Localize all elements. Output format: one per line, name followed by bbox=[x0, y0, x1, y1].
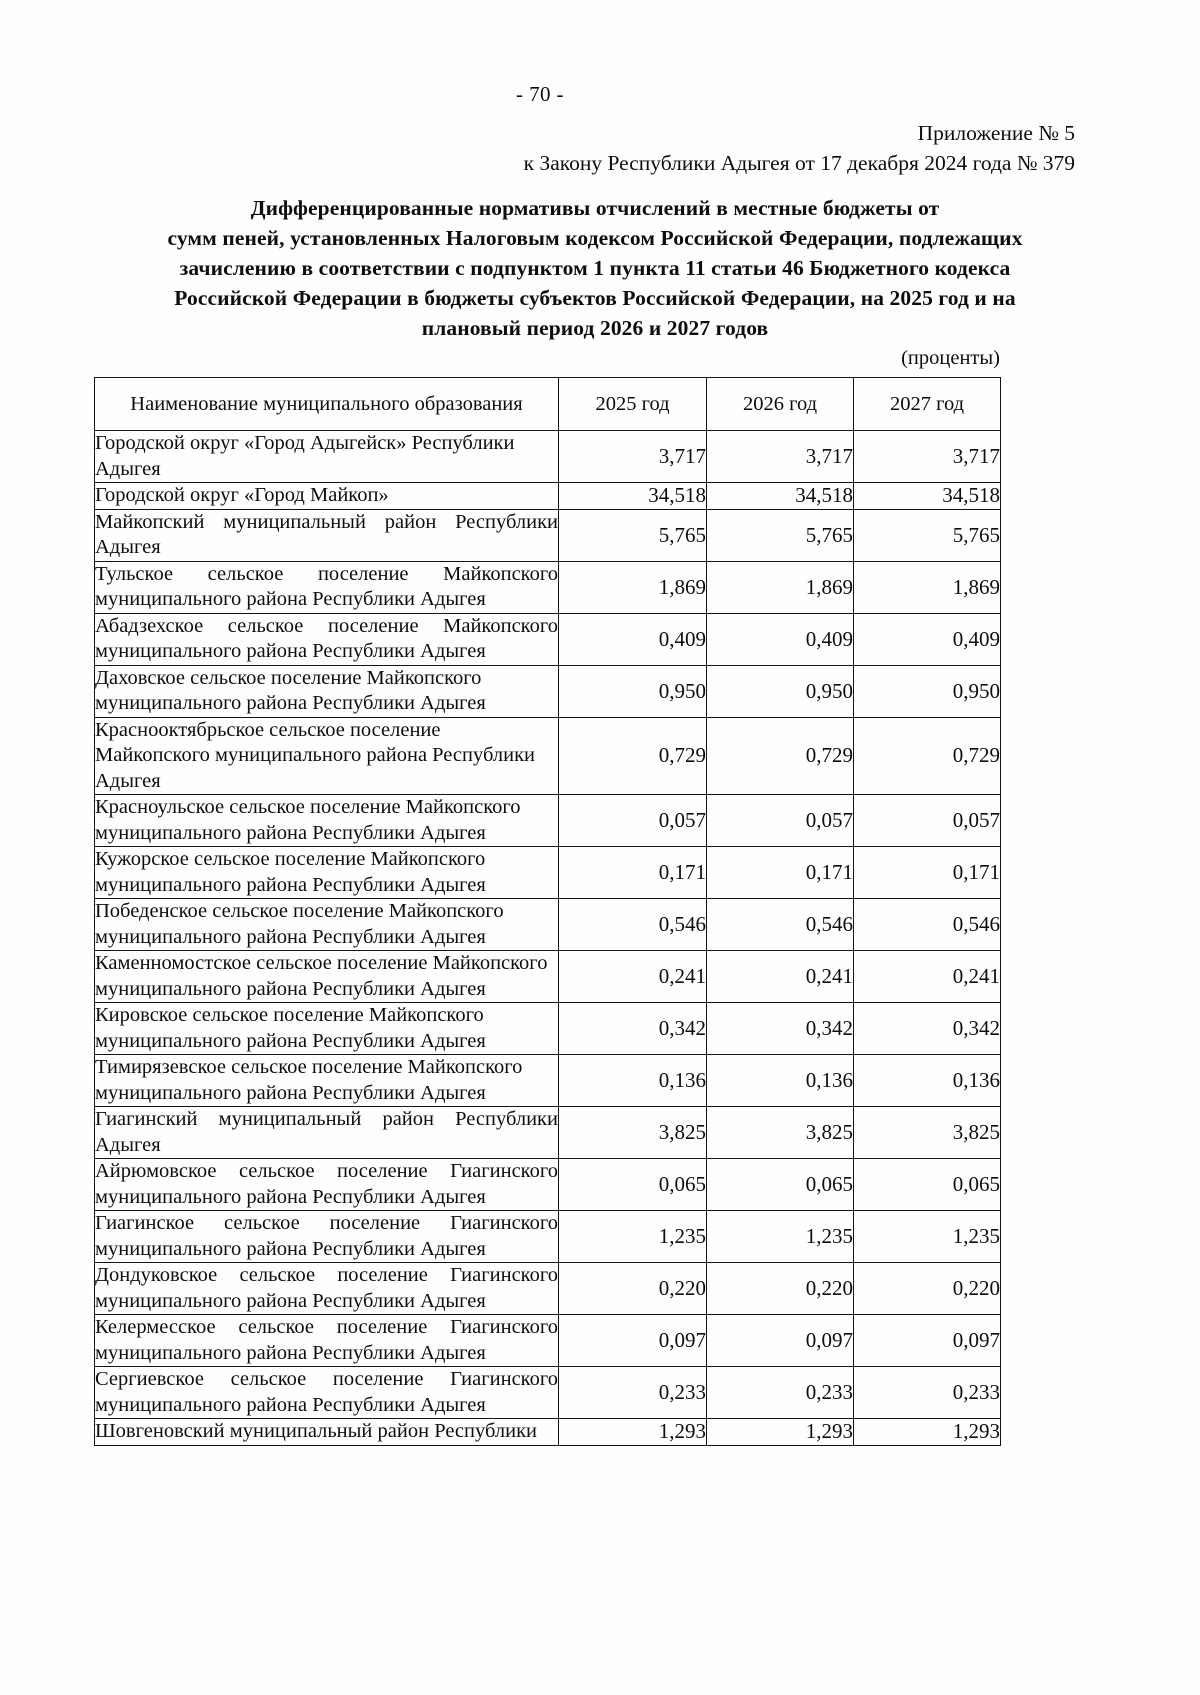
value-cell-2026: 1,869 bbox=[707, 561, 854, 613]
value-cell-2026: 0,065 bbox=[707, 1159, 854, 1211]
value-cell-2026: 0,233 bbox=[707, 1367, 854, 1419]
table-row bbox=[95, 1419, 1001, 1446]
municipality-name-line: Адыгея bbox=[95, 769, 161, 792]
value-cell-2027: 1,293 bbox=[854, 1419, 1001, 1446]
table-row bbox=[95, 951, 1001, 1003]
table-row bbox=[95, 1263, 1001, 1315]
municipality-name-line: Адыгея bbox=[95, 1133, 161, 1156]
table-row bbox=[95, 665, 1001, 717]
value-cell-2026: 3,825 bbox=[707, 1107, 854, 1159]
value-cell-2026: 0,950 bbox=[707, 665, 854, 717]
municipality-name-line: Городской округ «Город Адыгейск» Республики bbox=[95, 432, 515, 454]
municipality-name-line: Кировское сельское поселение Майкопского bbox=[95, 1004, 484, 1026]
municipality-name-line: Айрюмовское сельское поселение Гиагинского bbox=[95, 1160, 558, 1182]
municipality-name-cell bbox=[95, 1367, 559, 1419]
value-cell-2025: 0,097 bbox=[559, 1315, 707, 1367]
value-cell-2026: 5,765 bbox=[707, 509, 854, 561]
municipality-name-line: муниципального района Республики Адыгея bbox=[95, 1341, 486, 1364]
value-cell-2025: 0,950 bbox=[559, 665, 707, 717]
municipality-name-line: муниципального района Республики Адыгея bbox=[95, 692, 486, 714]
column-header-year-2026: 2026 год bbox=[707, 378, 854, 431]
municipality-name-line: Сергиевское сельское поселение Гиагинского bbox=[95, 1368, 558, 1390]
value-cell-2025: 0,342 bbox=[559, 1003, 707, 1055]
table-row bbox=[95, 1107, 1001, 1159]
value-cell-2025: 3,717 bbox=[559, 431, 707, 483]
value-cell-2026: 0,136 bbox=[707, 1055, 854, 1107]
appendix-law-reference: к Закону Республики Адыгея от 17 декабря 2024 года № 379 bbox=[523, 151, 1075, 175]
municipality-name-cell bbox=[95, 1419, 559, 1446]
value-cell-2025: 1,235 bbox=[559, 1211, 707, 1263]
value-cell-2027: 0,950 bbox=[854, 665, 1001, 717]
value-cell-2026: 0,409 bbox=[707, 613, 854, 665]
value-cell-2026: 0,729 bbox=[707, 717, 854, 795]
municipality-name-line: Победенское сельское поселение Майкопского bbox=[95, 900, 504, 922]
value-cell-2025: 1,293 bbox=[559, 1419, 707, 1446]
value-cell-2027: 0,729 bbox=[854, 717, 1001, 795]
value-cell-2027: 0,233 bbox=[854, 1367, 1001, 1419]
table-body bbox=[95, 431, 1001, 1446]
appendix-number: Приложение № 5 bbox=[917, 121, 1075, 145]
value-cell-2025: 0,171 bbox=[559, 847, 707, 899]
page-number: - 70 - bbox=[516, 82, 564, 106]
value-cell-2026: 0,097 bbox=[707, 1315, 854, 1367]
title-line-2: сумм пеней, установленных Налоговым кодексом Российской Федерации, подлежащих bbox=[167, 226, 1023, 250]
value-cell-2027: 0,065 bbox=[854, 1159, 1001, 1211]
municipality-name-cell bbox=[95, 665, 559, 717]
municipality-name-cell bbox=[95, 1159, 559, 1211]
title-line-4: Российской Федерации в бюджеты субъектов Российской Федерации, на 2025 год и на bbox=[174, 286, 1016, 310]
table-row bbox=[95, 1055, 1001, 1107]
value-cell-2027: 0,220 bbox=[854, 1263, 1001, 1315]
municipality-name-cell bbox=[95, 951, 559, 1003]
municipality-name-line: Тимирязевское сельское поселение Майкопского bbox=[95, 1056, 523, 1078]
municipality-name-line: муниципального района Республики Адыгея bbox=[95, 1185, 486, 1208]
value-cell-2027: 0,409 bbox=[854, 613, 1001, 665]
municipality-name-line: муниципального района Республики Адыгея bbox=[95, 640, 486, 662]
value-cell-2025: 0,729 bbox=[559, 717, 707, 795]
table-row bbox=[95, 1315, 1001, 1367]
municipality-name-cell bbox=[95, 613, 559, 665]
value-cell-2027: 1,235 bbox=[854, 1211, 1001, 1263]
municipality-name-line: Гиагинское сельское поселение Гиагинского bbox=[95, 1212, 558, 1234]
municipality-name-cell bbox=[95, 717, 559, 795]
value-cell-2026: 0,057 bbox=[707, 795, 854, 847]
municipality-name-line: муниципального района Республики Адыгея bbox=[95, 925, 486, 948]
units-note: (проценты) bbox=[901, 347, 1000, 369]
value-cell-2026: 34,518 bbox=[707, 483, 854, 510]
title-line-1: Дифференцированные нормативы отчислений в местные бюджеты от bbox=[250, 196, 940, 220]
municipality-name-cell bbox=[95, 899, 559, 951]
table-row bbox=[95, 613, 1001, 665]
value-cell-2026: 0,546 bbox=[707, 899, 854, 951]
table-row bbox=[95, 899, 1001, 951]
municipality-name-cell bbox=[95, 795, 559, 847]
value-cell-2027: 0,342 bbox=[854, 1003, 1001, 1055]
municipality-name-line: Дондуковское сельское поселение Гиагинского bbox=[95, 1264, 558, 1286]
municipality-name-line: Майкопского муниципального района Республики bbox=[95, 744, 536, 766]
value-cell-2025: 0,546 bbox=[559, 899, 707, 951]
municipality-name-cell bbox=[95, 1107, 559, 1159]
value-cell-2025: 0,057 bbox=[559, 795, 707, 847]
table-row bbox=[95, 1211, 1001, 1263]
value-cell-2026: 0,171 bbox=[707, 847, 854, 899]
normatives-table bbox=[94, 377, 1001, 1446]
title-line-3: зачислению в соответствии с подпунктом 1 пункта 11 статьи 46 Бюджетного кодекса bbox=[179, 256, 1011, 280]
municipality-name-line: Абадзехское сельское поселение Майкопского bbox=[95, 614, 558, 637]
value-cell-2027: 0,097 bbox=[854, 1315, 1001, 1367]
page-title bbox=[90, 193, 1100, 343]
value-cell-2026: 0,220 bbox=[707, 1263, 854, 1315]
value-cell-2025: 3,825 bbox=[559, 1107, 707, 1159]
table-row bbox=[95, 1367, 1001, 1419]
column-header-year-2025: 2025 год bbox=[559, 378, 707, 431]
municipality-name-cell bbox=[95, 1211, 559, 1263]
municipality-name-line: муниципального района Республики Адыгея bbox=[95, 588, 486, 610]
municipality-name-cell bbox=[95, 483, 559, 510]
municipality-name-line: муниципального района Республики Адыгея bbox=[95, 1289, 486, 1312]
value-cell-2026: 0,241 bbox=[707, 951, 854, 1003]
value-cell-2025: 0,241 bbox=[559, 951, 707, 1003]
value-cell-2026: 1,293 bbox=[707, 1419, 854, 1446]
municipality-name-cell bbox=[95, 1055, 559, 1107]
value-cell-2026: 0,342 bbox=[707, 1003, 854, 1055]
municipality-name-line: Майкопский муниципальный район Республики bbox=[95, 510, 558, 533]
value-cell-2025: 0,065 bbox=[559, 1159, 707, 1211]
value-cell-2027: 0,136 bbox=[854, 1055, 1001, 1107]
value-cell-2027: 0,171 bbox=[854, 847, 1001, 899]
municipality-name-line: Городской округ «Город Майкоп» bbox=[95, 484, 389, 506]
table-row bbox=[95, 431, 1001, 483]
municipality-name-line: муниципального района Республики Адыгея bbox=[95, 821, 486, 844]
table-row bbox=[95, 795, 1001, 847]
column-header-year-2027: 2027 год bbox=[854, 378, 1001, 431]
municipality-name-line: Тульское сельское поселение Майкопского bbox=[95, 562, 558, 585]
table-row bbox=[95, 847, 1001, 899]
value-cell-2025: 0,136 bbox=[559, 1055, 707, 1107]
value-cell-2027: 5,765 bbox=[854, 509, 1001, 561]
municipality-name-line: Красноульское сельское поселение Майкопского bbox=[95, 796, 521, 818]
municipality-name-line: Келермесское сельское поселение Гиагинского bbox=[95, 1316, 558, 1338]
municipality-name-line: Гиагинский муниципальный район Республики bbox=[95, 1108, 558, 1130]
title-line-5: плановый период 2026 и 2027 годов bbox=[421, 316, 769, 340]
municipality-name-line: муниципального района Республики Адыгея bbox=[95, 1029, 486, 1052]
value-cell-2025: 0,233 bbox=[559, 1367, 707, 1419]
municipality-name-line: Каменномостское сельское поселение Майкопского bbox=[95, 952, 548, 974]
municipality-name-cell bbox=[95, 1315, 559, 1367]
municipality-name-line: муниципального района Республики Адыгея bbox=[95, 977, 486, 1000]
municipality-name-line: Кужорское сельское поселение Майкопского bbox=[95, 848, 486, 870]
municipality-name-line: муниципального района Республики Адыгея bbox=[95, 873, 486, 896]
municipality-name-cell bbox=[95, 509, 559, 561]
value-cell-2027: 34,518 bbox=[854, 483, 1001, 510]
municipality-name-cell bbox=[95, 431, 559, 483]
table-row bbox=[95, 1003, 1001, 1055]
value-cell-2025: 0,409 bbox=[559, 613, 707, 665]
municipality-name-line: Шовгеновский муниципальный район Республики bbox=[95, 1420, 538, 1442]
value-cell-2027: 0,057 bbox=[854, 795, 1001, 847]
table-row bbox=[95, 509, 1001, 561]
municipality-name-cell bbox=[95, 1263, 559, 1315]
table-header-row bbox=[95, 378, 1001, 431]
value-cell-2025: 1,869 bbox=[559, 561, 707, 613]
municipality-name-cell bbox=[95, 847, 559, 899]
municipality-name-line: Краснооктябрьское сельское поселение bbox=[95, 718, 441, 741]
value-cell-2026: 1,235 bbox=[707, 1211, 854, 1263]
municipality-name-line: муниципального района Республики Адыгея bbox=[95, 1393, 486, 1416]
municipality-name-cell bbox=[95, 561, 559, 613]
table-row bbox=[95, 1159, 1001, 1211]
municipality-name-line: Даховское сельское поселение Майкопского bbox=[95, 666, 482, 689]
value-cell-2027: 0,546 bbox=[854, 899, 1001, 951]
table-row bbox=[95, 717, 1001, 795]
table-row bbox=[95, 561, 1001, 613]
value-cell-2025: 34,518 bbox=[559, 483, 707, 510]
value-cell-2025: 5,765 bbox=[559, 509, 707, 561]
value-cell-2026: 3,717 bbox=[707, 431, 854, 483]
municipality-name-line: Адыгея bbox=[95, 457, 161, 480]
municipality-name-line: муниципального района Республики Адыгея bbox=[95, 1237, 486, 1260]
value-cell-2025: 0,220 bbox=[559, 1263, 707, 1315]
municipality-name-line: муниципального района Республики Адыгея bbox=[95, 1081, 486, 1104]
value-cell-2027: 3,717 bbox=[854, 431, 1001, 483]
municipality-name-cell bbox=[95, 1003, 559, 1055]
value-cell-2027: 1,869 bbox=[854, 561, 1001, 613]
municipality-name-line: Адыгея bbox=[95, 536, 161, 558]
table-row bbox=[95, 483, 1001, 510]
appendix-reference bbox=[90, 118, 1090, 178]
value-cell-2027: 3,825 bbox=[854, 1107, 1001, 1159]
column-header-name: Наименование муниципального образования bbox=[95, 378, 559, 431]
value-cell-2027: 0,241 bbox=[854, 951, 1001, 1003]
